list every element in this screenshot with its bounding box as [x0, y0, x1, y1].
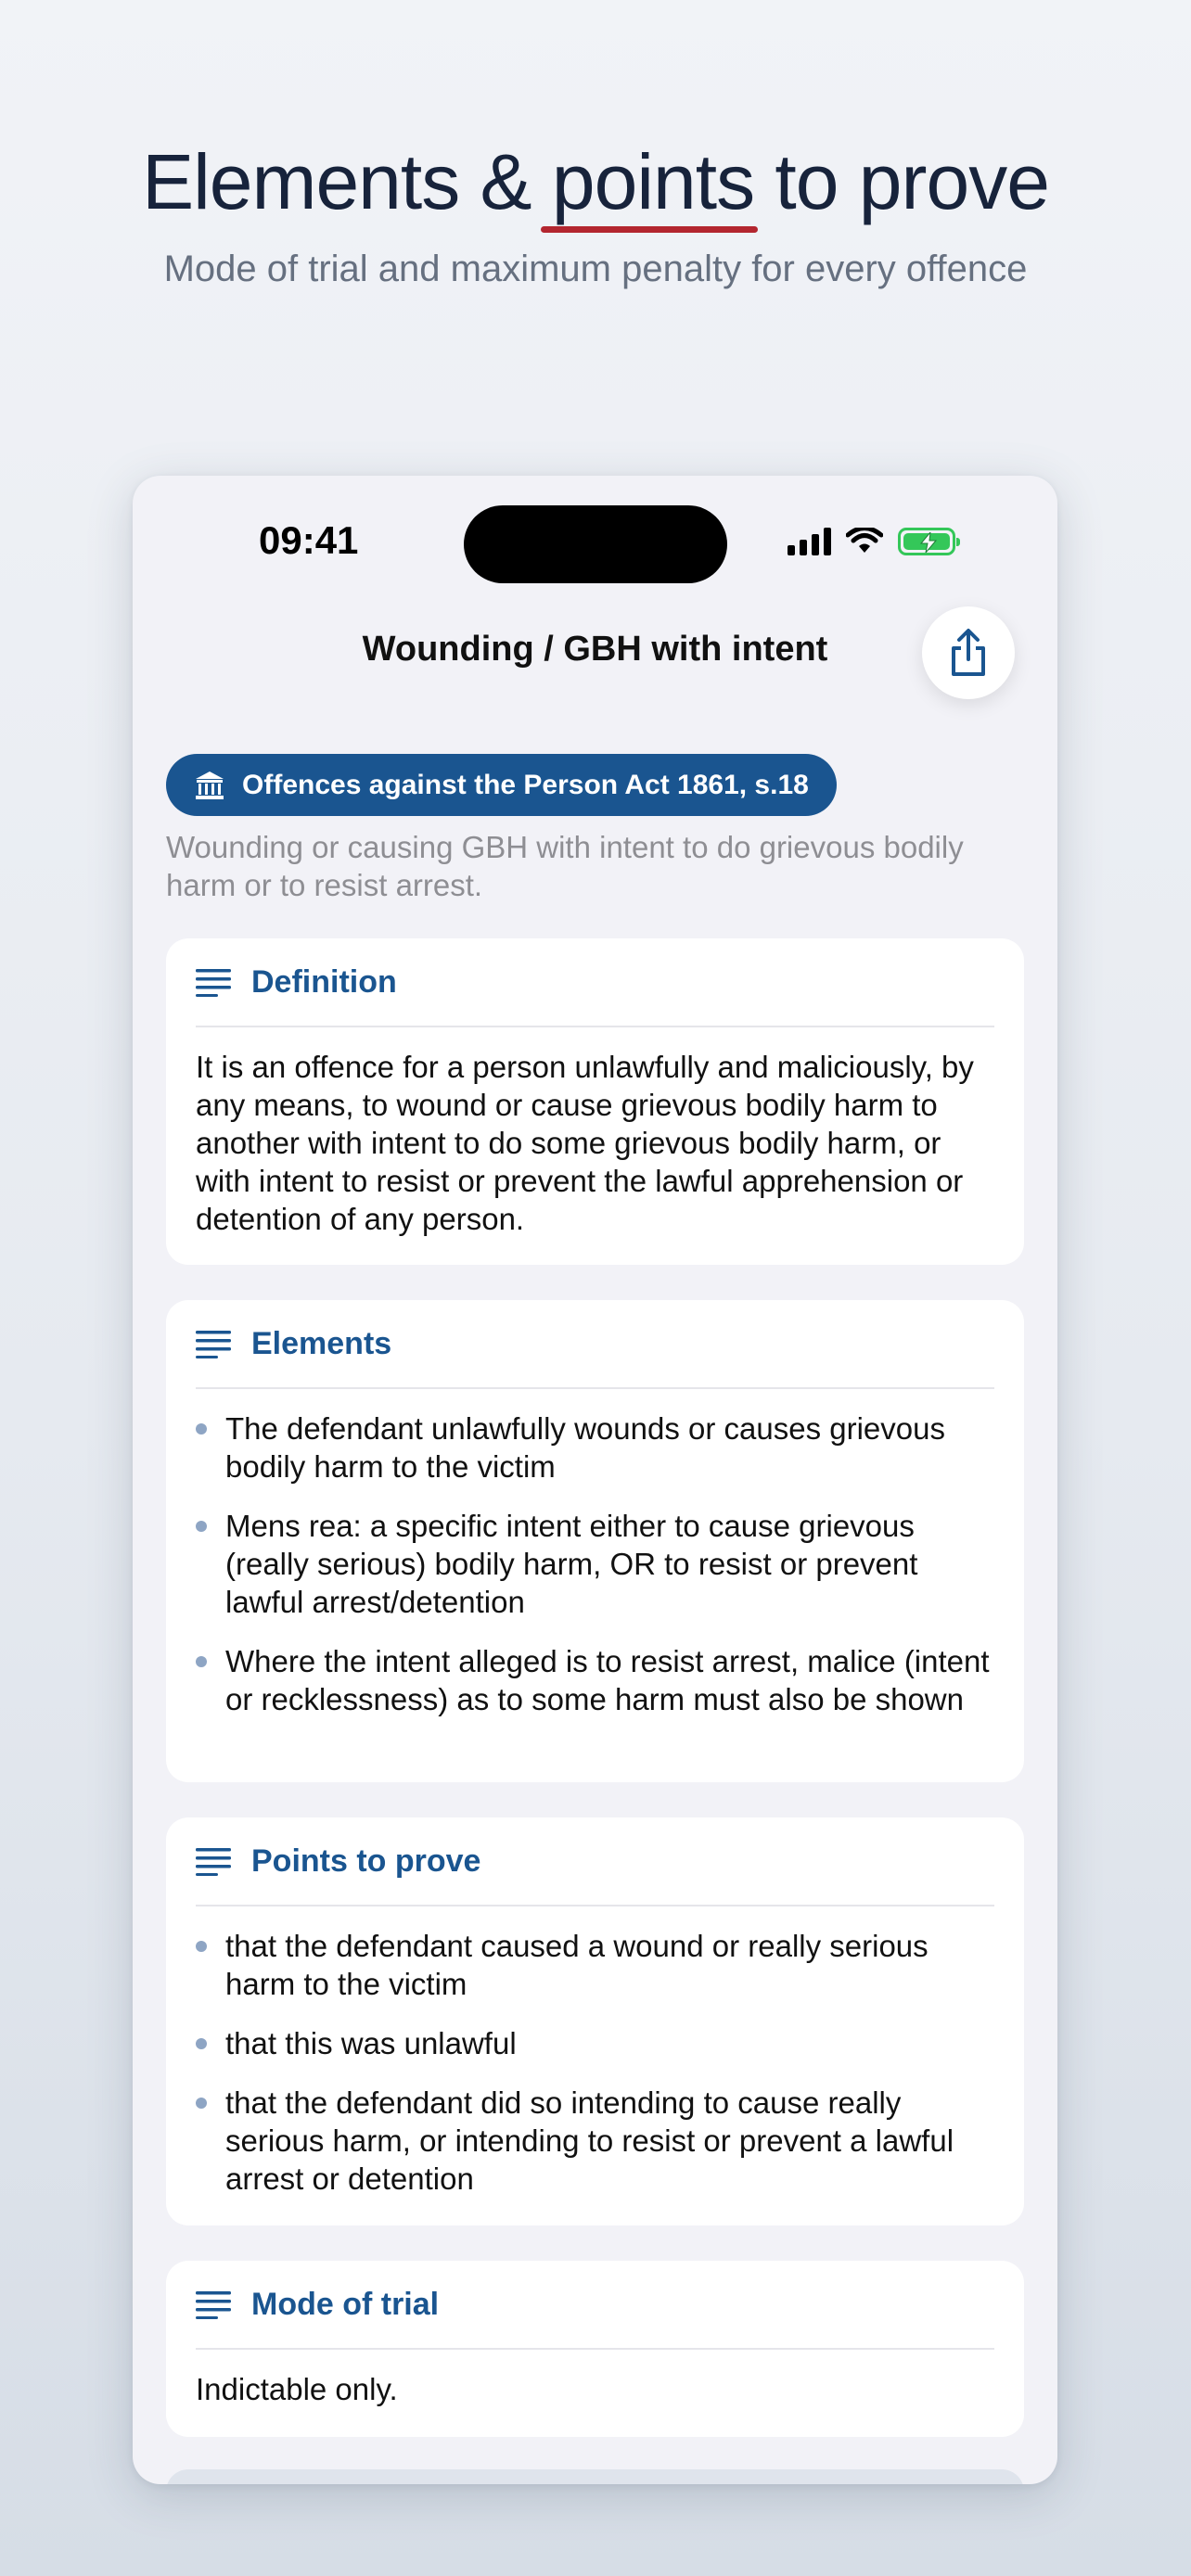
list-item: that this was unlawful — [196, 2024, 994, 2062]
points-to-prove-card — [166, 1817, 1024, 2225]
share-button[interactable] — [922, 606, 1015, 699]
source-label: Offences against the Person Act 1861, s.18 — [242, 769, 809, 800]
status-time: 09:41 — [259, 518, 359, 562]
share-icon — [946, 628, 991, 678]
courthouse-icon — [194, 770, 225, 801]
promo-subtitle: Mode of trial and maximum penalty for every offence — [163, 249, 1028, 289]
text-lines-icon — [196, 2289, 231, 2319]
points-to-prove-list — [196, 1906, 994, 2198]
list-item: The defendant unlawfully wounds or causes grievous bodily harm to the victim — [196, 1409, 994, 1486]
phone-screen — [133, 476, 1057, 2484]
mode-of-trial-card — [166, 2261, 1024, 2437]
cellular-signal-icon — [788, 528, 831, 555]
list-item: Where the intent alleged is to resist arrest, malice (intent or recklessness) as to some harm must also be shown — [196, 1642, 994, 1718]
nav-title: Wounding / GBH with intent — [362, 630, 828, 669]
headline-text-before: Elements & — [142, 138, 552, 225]
list-item: Mens rea: a specific intent either to cause grievous (really serious) bodily harm, OR to resist or prevent lawful arrest/detention — [196, 1507, 994, 1621]
definition-title: Definition — [251, 963, 397, 1000]
headline-underline — [541, 226, 758, 233]
elements-title: Elements — [251, 1325, 392, 1361]
mode-of-trial-title: Mode of trial — [251, 2286, 440, 2322]
dynamic-island — [464, 505, 727, 583]
list-item: that the defendant caused a wound or really serious harm to the victim — [196, 1927, 994, 2003]
text-lines-icon — [196, 967, 231, 997]
wifi-icon — [846, 528, 883, 555]
text-lines-icon — [196, 1846, 231, 1876]
mode-of-trial-text: Indictable only. — [196, 2372, 398, 2406]
next-card-peek — [166, 2469, 1024, 2484]
list-item: that the defendant did so intending to cause really serious harm, or intending to resist or prevent a lawful arrest or detention — [196, 2084, 994, 2198]
promo-headline — [0, 137, 1191, 227]
points-to-prove-title: Points to prove — [251, 1843, 481, 1879]
text-lines-icon — [196, 1329, 231, 1358]
definition-text: It is an offence for a person unlawfully and maliciously, by any means, to wound or cause grievous bodily harm to another with intent to do some grievous bodily harm, or with intent to resist or prevent the lawful apprehension or detention of any person. — [196, 1050, 974, 1236]
headline-underlined-word: points — [552, 137, 754, 227]
elements-card — [166, 1300, 1024, 1782]
headline-text-after: to prove — [754, 138, 1049, 225]
battery-charging-icon — [898, 528, 955, 555]
source-badge — [166, 754, 837, 816]
offence-summary: Wounding or causing GBH with intent to do grievous bodily harm or to resist arrest. — [166, 830, 964, 902]
status-icons — [788, 528, 955, 555]
definition-card — [166, 938, 1024, 1265]
elements-list — [196, 1389, 994, 1718]
